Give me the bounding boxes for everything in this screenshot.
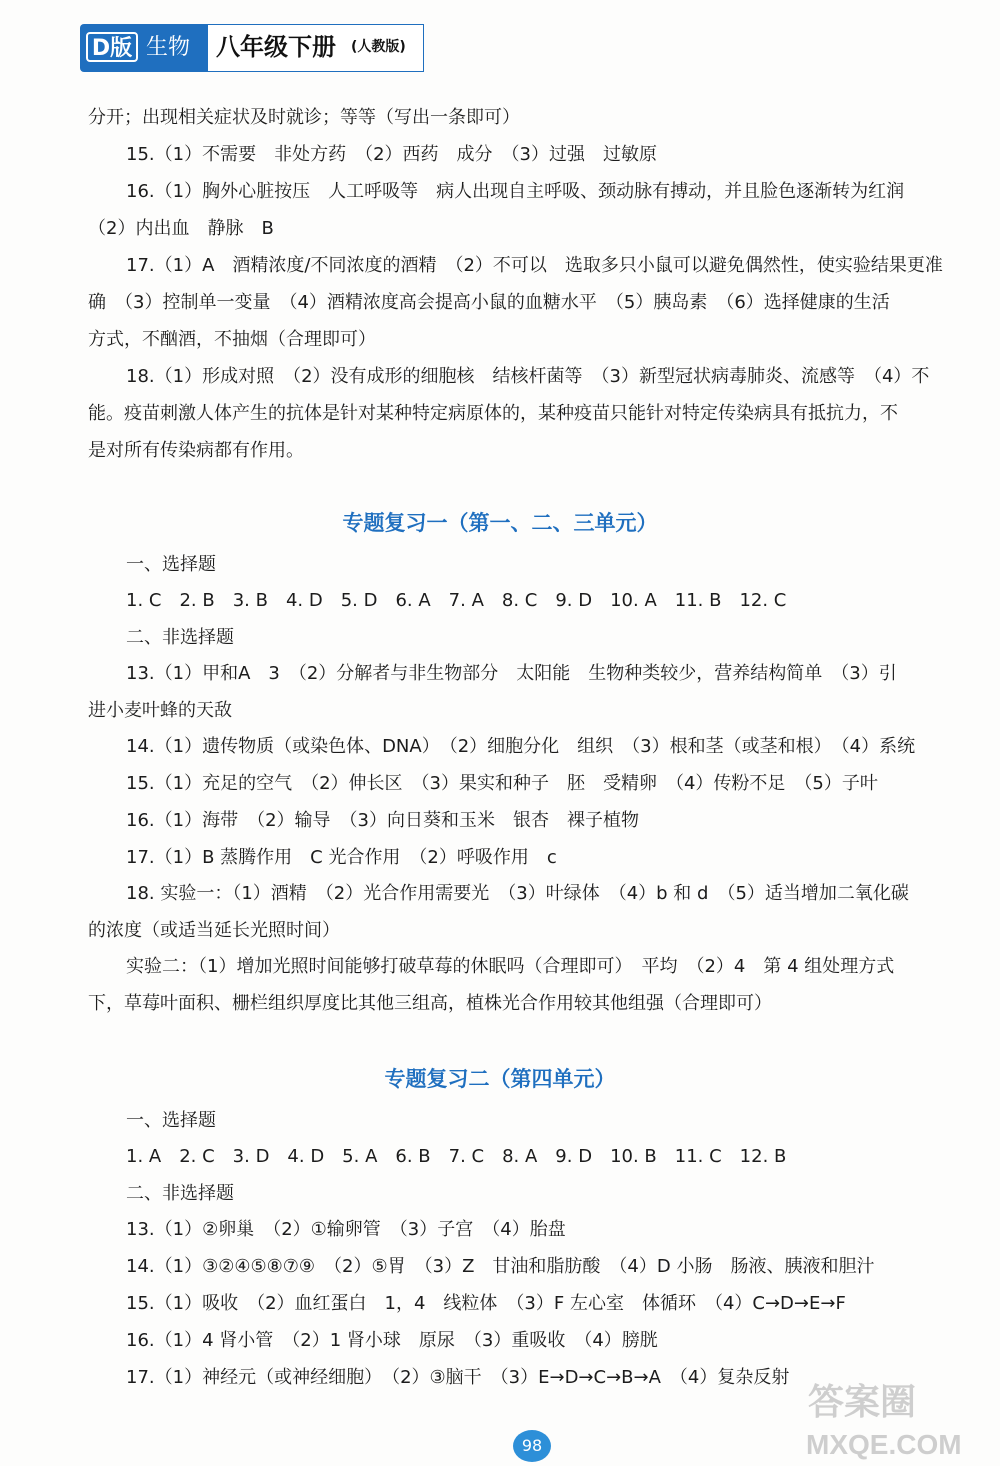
answer-line: 是对所有传染病都有作用。	[88, 440, 304, 461]
section-heading: 二、非选择题	[126, 1183, 234, 1204]
answer-line: 1. A 2. C 3. D 4. D 5. A 6. B 7. C 8. A 9. D 10. B 11. C 12. B	[126, 1146, 787, 1167]
answer-line: 分开；出现相关症状及时就诊；等等（写出一条即可）	[88, 107, 520, 128]
answer-line: 15.（1）充足的空气 （2）伸长区 （3）果实和种子 胚 受精卵 （4）传粉不足 （5）子叶	[126, 773, 878, 794]
header-badge	[80, 24, 208, 72]
answer-line: 14.（1）③②④⑤⑧⑦⑨ （2）⑤胃 （3）Z 甘油和脂肪酸 （4）D 小肠 肠液、胰液和胆汁	[126, 1256, 875, 1277]
answer-line: 17.（1）B 蒸腾作用 C 光合作用 （2）呼吸作用 c	[126, 847, 557, 868]
grade-label: 八年级下册	[216, 33, 336, 61]
answer-line: 16.（1）海带 （2）输导 （3）向日葵和玉米 银杏 裸子植物	[126, 810, 639, 831]
answer-line: 17.（1）A 酒精浓度/不同浓度的酒精 （2）不可以 选取多只小鼠可以避免偶然性，使实验结果更准	[126, 255, 943, 276]
answer-line: 13.（1）②卵巢 （2）①输卵管 （3）子宫 （4）胎盘	[126, 1219, 566, 1240]
section-heading: 二、非选择题	[126, 627, 234, 648]
section-heading: 一、选择题	[126, 1110, 216, 1131]
answer-line: 13.（1）甲和A 3 （2）分解者与非生物部分 太阳能 生物种类较少，营养结构简单 （3）引	[126, 663, 897, 684]
answer-line: 的浓度（或适当延长光照时间）	[88, 920, 340, 941]
book-header	[80, 24, 425, 72]
page-number: 98	[513, 1430, 551, 1462]
answer-line: 17.（1）神经元（或神经细胞） （2）③脑干 （3）E→D→C→B→A （4）复杂反射	[126, 1367, 790, 1388]
answer-line: 进小麦叶蜂的天敌	[88, 700, 232, 721]
version-label: (人教版)	[351, 39, 406, 55]
answer-line: 14.（1）遗传物质（或染色体、DNA） （2）细胞分化 组织 （3）根和茎（或茎和根） （4）系统	[126, 736, 916, 757]
section-title: 专题复习二（第四单元）	[384, 1067, 616, 1091]
answer-line: 确 （3）控制单一变量 （4）酒精浓度高会提高小鼠的血糖水平 （5）胰岛素 （6）选择健康的生活	[88, 292, 890, 313]
answer-line: 实验二：（1）增加光照时间能够打破草莓的休眠吗（合理即可） 平均 （2）4 第 4 组处理方式	[126, 956, 895, 977]
answer-line: 能。疫苗刺激人体产生的抗体是针对某种特定病原体的，某种疫苗只能针对特定传染病具有抵抗力，不	[88, 403, 898, 424]
watermark-logo	[800, 1374, 996, 1462]
edition-label: D版	[86, 32, 138, 62]
section-heading: 一、选择题	[126, 554, 216, 575]
header-title-box	[208, 24, 424, 72]
subject-label: 生物	[146, 35, 191, 60]
answer-line: 下，草莓叶面积、栅栏组织厚度比其他三组高，植株光合作用较其他组强（合理即可）	[88, 993, 772, 1014]
answer-line: 1. C 2. B 3. B 4. D 5. D 6. A 7. A 8. C 9. D 10. A 11. B 12. C	[126, 590, 787, 611]
svg-text:答案圈: 答案圈	[808, 1381, 917, 1422]
answer-line: 16.（1）胸外心脏按压 人工呼吸等 病人出现自主呼吸、颈动脉有搏动，并且脸色逐渐转为红润	[126, 181, 905, 202]
answer-line: 15.（1）吸收 （2）血红蛋白 1，4 线粒体 （3）F 左心室 体循环 （4）C→D→E→F	[126, 1293, 846, 1314]
answer-line: 18.（1）形成对照 （2）没有成形的细胞核 结核杆菌等 （3）新型冠状病毒肺炎、流感等 （4）不	[126, 366, 930, 387]
answer-line: 18. 实验一：（1）酒精 （2）光合作用需要光 （3）叶绿体 （4）b 和 d （5）适当增加二氧化碳	[126, 883, 909, 904]
svg-text:MXQE.COM: MXQE.COM	[806, 1429, 962, 1460]
answer-line: 16.（1）4 肾小管 （2）1 肾小球 原尿 （3）重吸收 （4）膀胱	[126, 1330, 658, 1351]
answer-line: 方式，不酗酒，不抽烟（合理即可）	[88, 329, 376, 350]
answer-line: （2）内出血 静脉 B	[88, 218, 274, 239]
section-title: 专题复习一（第一、二、三单元）	[342, 511, 658, 535]
answer-line: 15.（1）不需要 非处方药 （2）西药 成分 （3）过强 过敏原	[126, 144, 657, 165]
